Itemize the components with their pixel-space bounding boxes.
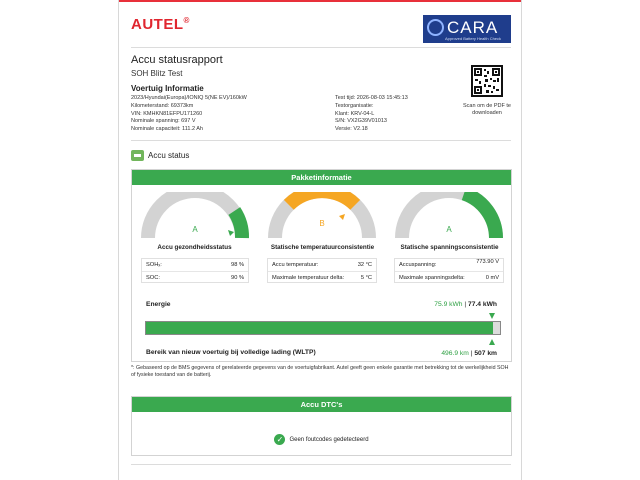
dtc-status	[132, 434, 511, 445]
report-subtitle: SOH Blitz Test	[131, 69, 183, 78]
soh-value: 98 %	[231, 262, 244, 268]
range-total: 507 km	[474, 350, 497, 357]
test-info	[335, 95, 408, 134]
dtc-panel	[131, 396, 512, 456]
soc-value: 90 %	[231, 275, 244, 281]
temperature-grade: B	[319, 219, 325, 228]
qr-code[interactable]	[471, 65, 503, 97]
divider	[131, 140, 511, 141]
temperature-gauge-arc	[289, 192, 355, 205]
test-organization: Testorganisatie:	[335, 102, 374, 109]
energy-label: Energie	[146, 301, 171, 308]
temperature-values	[267, 258, 377, 283]
footnote: *: Gebaseerd op de BMS gegevens of gerelateerde gegevens van de voertuigfabrikant. Autel geeft geen enkele garantie met betrekking tot de werkelijkheid SOH of fysieke toestand van de batterij.	[131, 365, 509, 378]
divider	[131, 464, 511, 465]
energy-current: 75.9 kWh	[434, 301, 463, 308]
vehicle-info-title: Voertuig Informatie	[131, 84, 204, 93]
range-value: 496.9 km | 507 km	[441, 350, 497, 357]
energy-value: 75.9 kWh | 77.4 kWh	[434, 301, 497, 308]
cara-logo-icon	[427, 19, 444, 36]
test-time: Test tijd: 2026-08-03 15:45:13	[335, 95, 408, 101]
voltage-grade: A	[446, 225, 452, 234]
dtc-message: Geen foutcodes gedetecteerd	[289, 437, 369, 444]
battery-temp-label: Accu temperatuur:	[272, 262, 319, 268]
voltage-gauge	[394, 192, 504, 242]
battery-temp-value: 32 °C	[357, 262, 372, 268]
max-voltage-delta-label: Maximale spanningsdelta:	[399, 275, 465, 281]
soh-label: SOHₓ:	[146, 262, 162, 268]
health-grade: A	[192, 225, 198, 234]
top-accent-bar	[119, 0, 521, 5]
temperature-gauge-label: Statische temperatuurconsistentie	[270, 244, 375, 251]
energy-marker-icon	[489, 313, 495, 319]
nominal-voltage: Nominale spanning: 697 V	[131, 118, 196, 125]
range-marker-icon	[489, 339, 495, 345]
divider	[131, 47, 511, 48]
health-values	[141, 258, 249, 283]
battery-icon	[131, 150, 144, 161]
max-temp-delta-label: Maximale temperatuur delta:	[272, 275, 345, 281]
vehicle-model: 2023/Hyundai(Europa)/IONIQ 5(NE EV)/160kW	[131, 95, 247, 101]
cara-badge: CARA Approved Battery Health Check	[423, 15, 511, 43]
report-page	[118, 0, 522, 480]
battery-voltage-value: 773.90 V	[476, 259, 499, 265]
report-title: Accu statusrapport	[131, 54, 223, 66]
temperature-gauge	[267, 192, 377, 242]
dtc-header: Accu DTC's	[132, 397, 511, 412]
energy-bar-fill	[146, 322, 493, 334]
test-serial: S/N: VX2G39V01013	[335, 118, 387, 125]
range-label: Bereik van nieuw voertuig bij volledige lading (WLTP)	[146, 349, 316, 356]
vehicle-mileage: Kilometerstand: 69373km	[131, 102, 194, 109]
battery-status-panel	[131, 169, 512, 362]
autel-logo: AUTEL®	[131, 16, 190, 33]
max-voltage-delta-value: 0 mV	[485, 275, 499, 281]
test-customer: Klant: KRV-04-L	[335, 110, 375, 117]
nominal-capacity: Nominale capaciteit: 111.2 Ah	[131, 126, 203, 133]
energy-bar	[145, 321, 501, 335]
status-title: Accu status	[148, 151, 190, 160]
voltage-values	[394, 258, 504, 283]
vehicle-vin: VIN: KMHKN81EFPU171260	[131, 110, 203, 117]
test-version: Versie: V2.18	[335, 126, 368, 133]
soc-label: SOC:	[146, 275, 160, 281]
health-gauge	[140, 192, 250, 242]
qr-caption: Scan om de PDF te downloaden	[463, 103, 511, 116]
check-icon: ✓	[274, 434, 285, 445]
voltage-gauge-label: Statische spanningsconsistentie	[400, 244, 499, 251]
range-current: 496.9 km	[441, 350, 469, 357]
energy-total: 77.4 kWh	[468, 301, 497, 308]
battery-voltage-label: Accuspanning:	[399, 262, 437, 268]
health-gauge-label: Accu gezondheidsstatus	[157, 244, 232, 251]
panel-header: Pakketinformatie	[132, 170, 511, 185]
max-temp-delta-value: 5 °C	[360, 275, 372, 281]
qr-code-icon	[473, 67, 501, 95]
vehicle-info	[131, 95, 247, 134]
